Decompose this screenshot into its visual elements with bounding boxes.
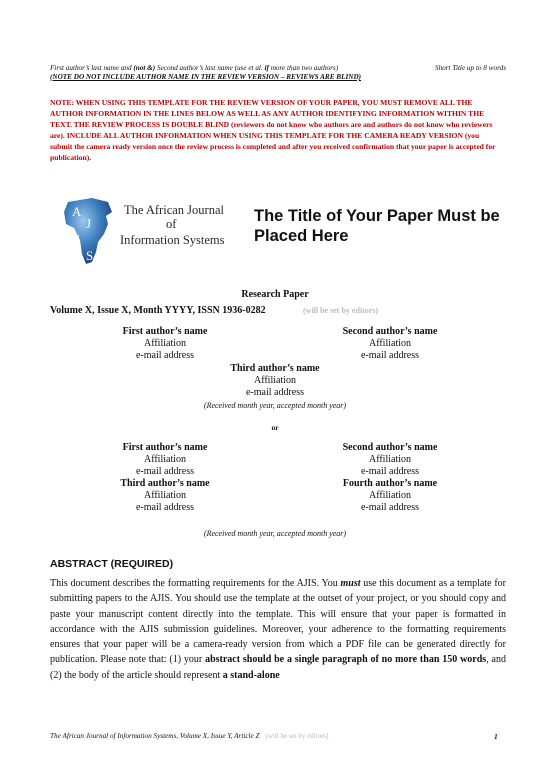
author-email: e-mail address	[135, 502, 195, 513]
page-number: 1	[494, 732, 498, 741]
review-version-note: NOTE: WHEN USING THIS TEMPLATE FOR THE REVIEW VERSION OF YOUR PAPER, YOU MUST REMOVE ALL THE AUTHOR INFORMATION IN THE LINES BELOW AS WELL AS ANY AUTHOR IDENTIFYING INFORMATION WITHIN THE TEXT. THE REVIEW PROCESS IS DOUBLE BLIND (reviewers do not know who authors are and authors do not know who reviewers are). INCLUDE ALL AUTHOR INFORMATION WHEN USING THIS TEMPLATE FOR THE CAMERA READY VERSION (you submit the camera ready version once the review process is completed and after you received confirmation that your paper is accepted for publication).	[50, 98, 496, 162]
author-2	[330, 442, 450, 478]
author-affiliation: Affiliation	[368, 338, 412, 349]
running-header-note: (NOTE DO NOT INCLUDE AUTHOR NAME IN THE REVIEW VERSION – REVIEWS ARE BLIND)	[50, 73, 362, 81]
author-2	[330, 326, 450, 362]
author-4	[330, 478, 450, 514]
logo-line-3: Information Systems	[120, 233, 225, 247]
running-header-short-title: Short Title up to 8 words	[434, 64, 506, 72]
author-name: Second author’s name	[342, 442, 438, 453]
volume-editor-note: (will be set by editors)	[303, 306, 379, 315]
author-email: e-mail address	[135, 350, 195, 361]
author-name: First author’s name	[122, 442, 208, 453]
author-affiliation: Affiliation	[368, 490, 412, 501]
author-name: Second author’s name	[342, 326, 438, 337]
africa-map-icon	[62, 196, 240, 266]
logo-letter-i: I	[76, 232, 81, 247]
received-accepted-dates: (Received month year, accepted month year)	[203, 401, 347, 410]
author-name: Third author’s name	[230, 363, 320, 374]
logo-line-1: The African Journal	[124, 203, 224, 217]
footer-editor-note: (will be set by editors)	[265, 732, 329, 740]
paper-title: The Title of Your Paper Must be Placed Here	[254, 207, 500, 245]
author-email: e-mail address	[135, 466, 195, 477]
journal-logo	[62, 196, 240, 266]
author-affiliation: Affiliation	[143, 490, 187, 501]
author-3	[215, 363, 335, 399]
author-affiliation: Affiliation	[368, 454, 412, 465]
author-email: e-mail address	[360, 466, 420, 477]
logo-letter-a: A	[72, 204, 82, 219]
received-accepted-dates: (Received month year, accepted month year)	[203, 529, 347, 538]
author-affiliation: Affiliation	[143, 454, 187, 465]
volume-line: Volume X, Issue X, Month YYYY, ISSN 1936-0282	[50, 305, 266, 316]
running-header-authors: First author’s last name and (not &) Second author’s last name (use et al. if more than two authors)	[50, 64, 339, 72]
author-email: e-mail address	[360, 350, 420, 361]
author-email: e-mail address	[360, 502, 420, 513]
paper-type: Research Paper	[241, 289, 309, 300]
footer	[50, 732, 329, 740]
author-name: Third author’s name	[120, 478, 210, 489]
footer-citation: The African Journal of Information Systems, Volume X, Issue Y, Article Z	[50, 732, 260, 740]
author-3	[105, 478, 225, 514]
abstract-body: This document describes the formatting requirements for the AJIS. You must use this document as a template for submitting papers to the AJIS. You should use the template at the outset of your project, or you should copy and paste your manuscript content directly into the template. This will ensure that your paper is formatted in accordance with the AJIS submission guidelines. Moreover, your adherence to the formatting requirements ensures that your paper will be a camera-ready version from which a PDF file can be generated directly for publication. Please note that: (1) your abstract should be a single paragraph of no more than 150 words, and (2) the body of the article should represent a stand-alone	[50, 578, 506, 681]
author-email: e-mail address	[245, 387, 305, 398]
author-1	[105, 442, 225, 478]
author-1	[105, 326, 225, 362]
author-name: First author’s name	[122, 326, 208, 337]
logo-line-2: of	[166, 217, 177, 231]
logo-letter-s: S	[86, 248, 94, 263]
or-separator: or	[271, 423, 279, 432]
author-affiliation: Affiliation	[143, 338, 187, 349]
author-name: Fourth author’s name	[342, 478, 438, 489]
author-affiliation: Affiliation	[253, 375, 297, 386]
logo-letter-j: J	[86, 216, 92, 231]
abstract-heading: ABSTRACT (REQUIRED)	[50, 558, 174, 570]
